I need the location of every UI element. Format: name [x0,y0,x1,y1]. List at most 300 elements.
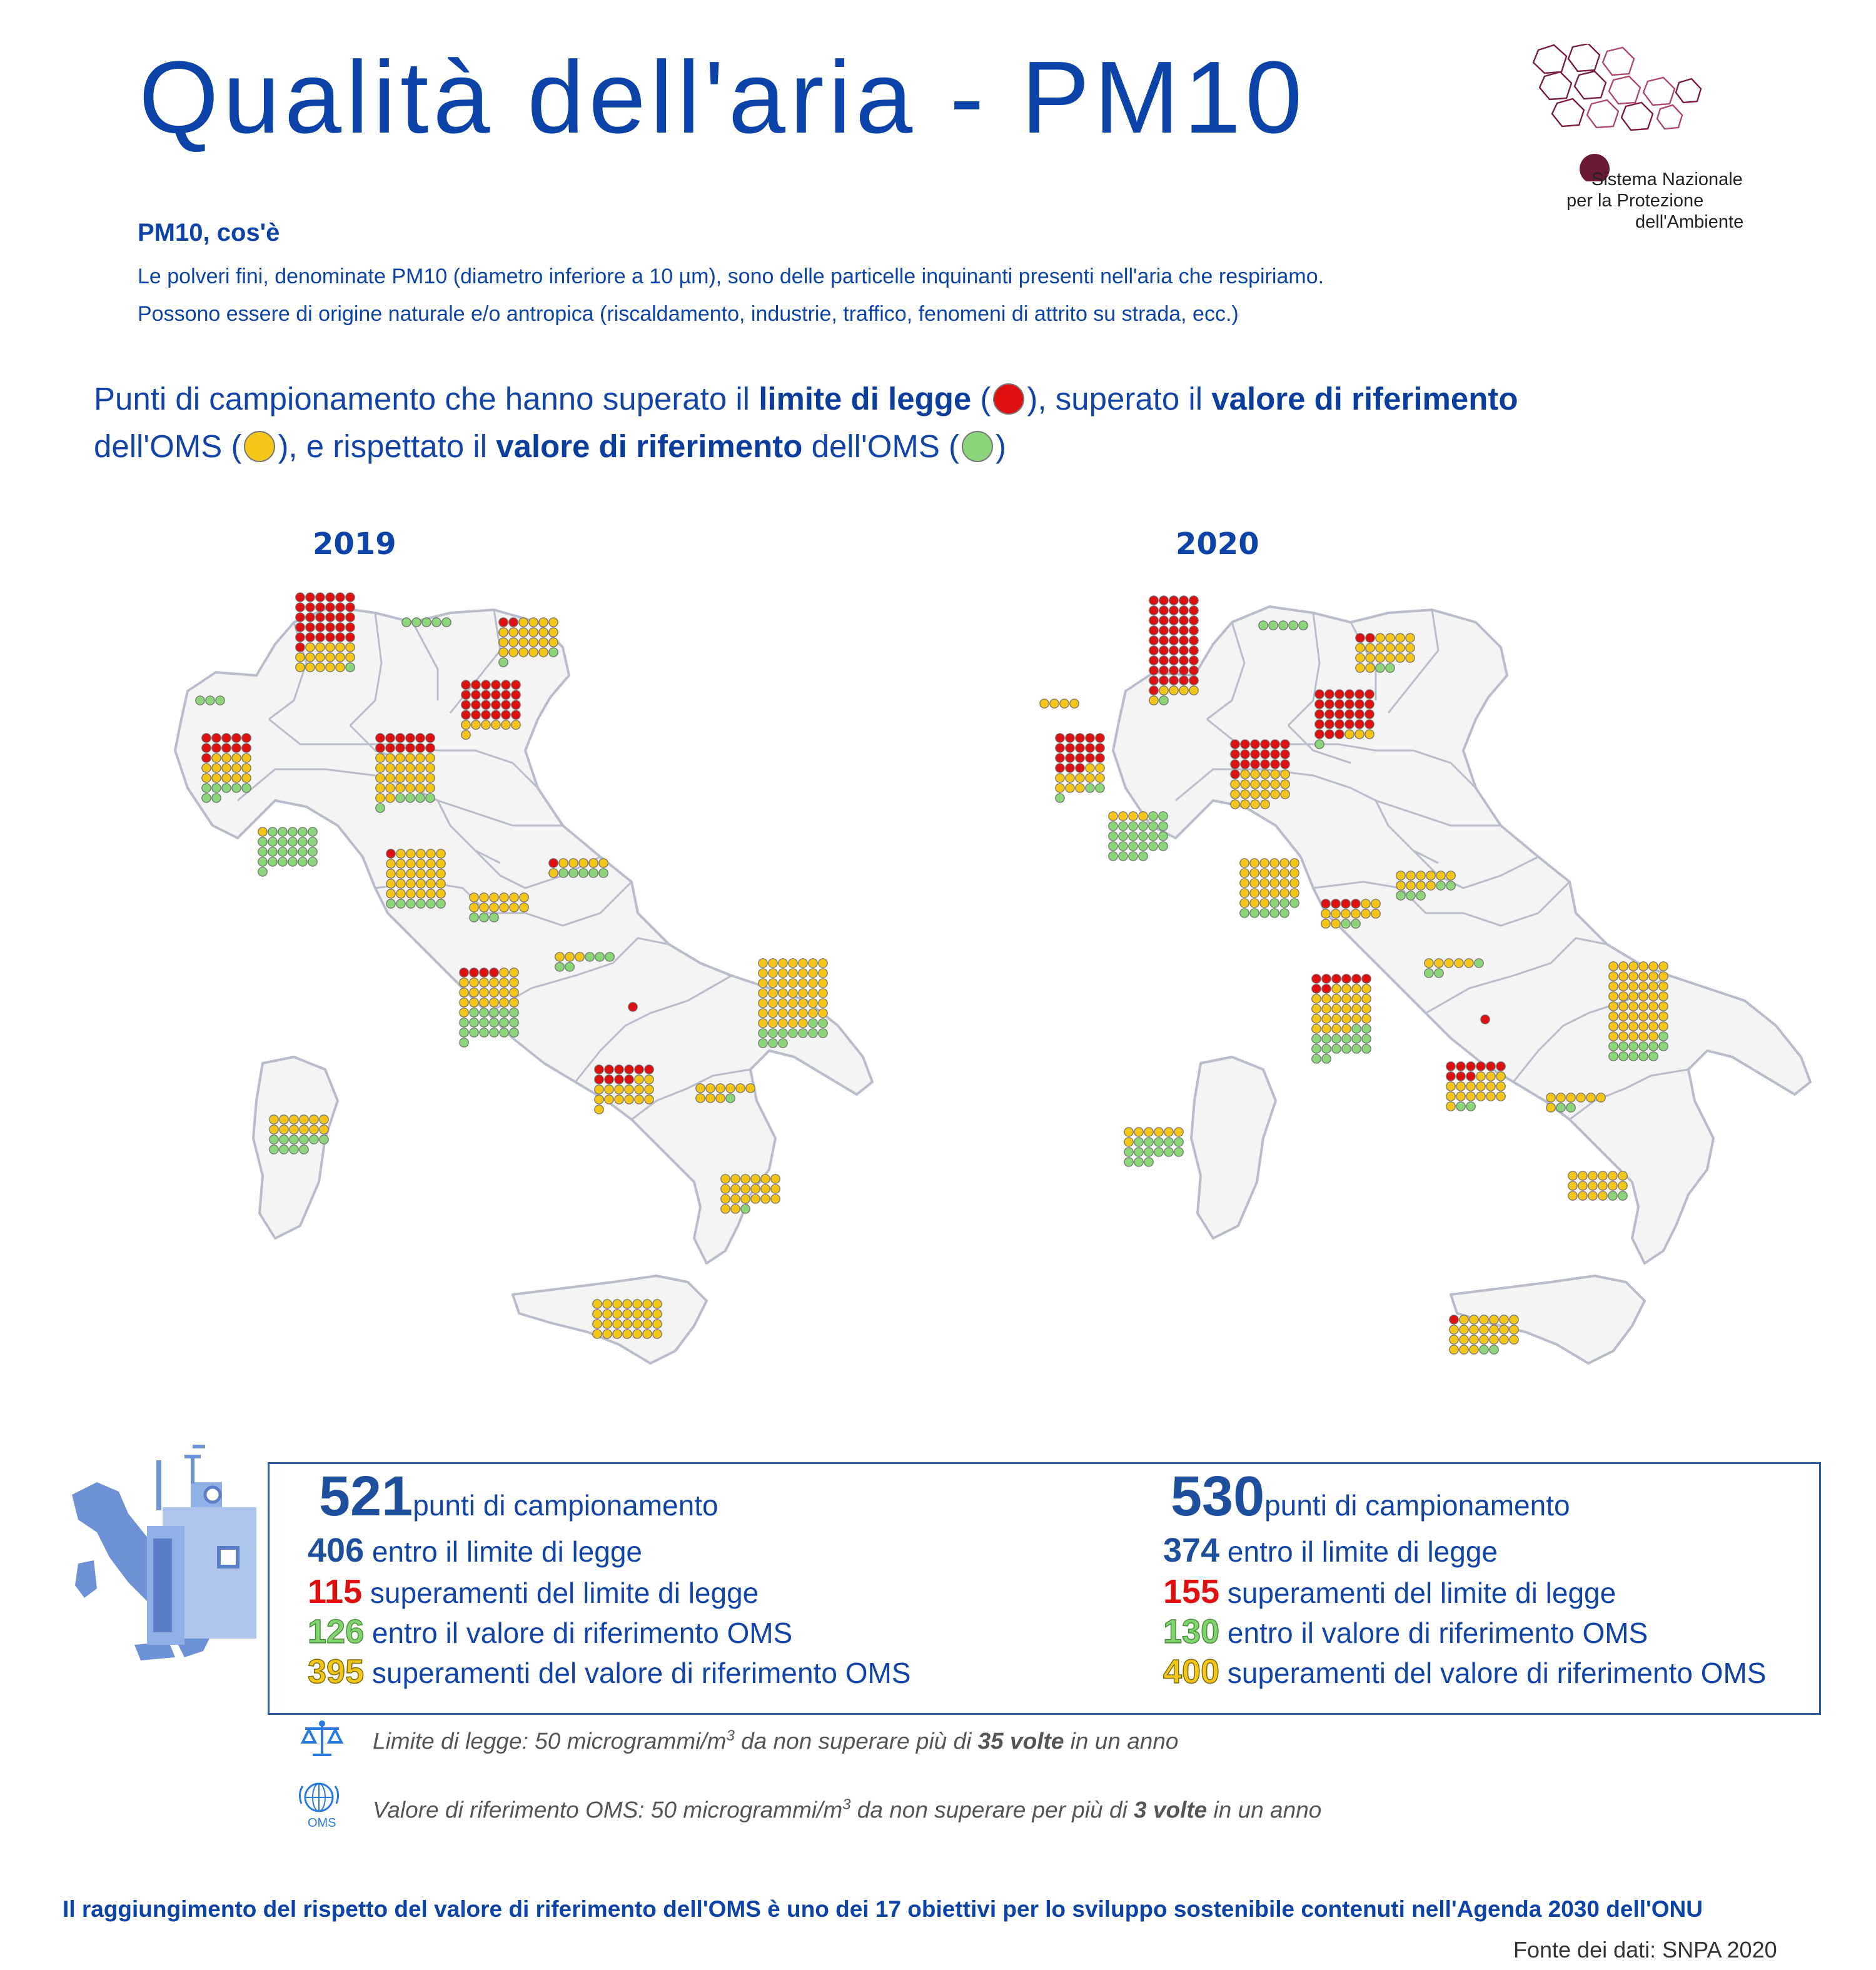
station-dot-yellow [1332,1014,1341,1023]
station-dot-yellow [406,754,415,762]
station-dot-green [589,869,598,877]
station-dot-green [1269,621,1278,630]
stat-over-who-2019-label: superamenti del valore di riferimento OMS [371,1657,911,1689]
station-dot-green [1649,1052,1658,1061]
station-dot-green [288,857,297,866]
station-dot-yellow [819,979,827,988]
station-dot-yellow [1366,654,1374,662]
stat-over-law-2020-label: superamenti del limite di legge [1227,1577,1616,1609]
station-dot-yellow [809,959,817,967]
station-dot-red [1241,750,1249,759]
stat-within-who-2019-value: 126 [308,1613,365,1650]
station-dot-yellow [751,1174,760,1183]
stat-over-who-2020-label: superamenti del valore di riferimento OMS [1227,1657,1767,1689]
station-dot-yellow [460,998,468,1007]
station-dot-yellow [280,1115,288,1124]
station-dot-red [242,744,251,752]
station-dot-green [1250,909,1259,917]
station-dot-red [512,690,520,699]
station-dot-red [222,734,231,742]
station-dot-red [1331,899,1340,908]
station-dot-yellow [799,999,807,1008]
station-dot-green [1342,1034,1351,1043]
station-dot-red [1241,740,1249,749]
station-dot-green [1124,1158,1133,1166]
station-dot-yellow [1629,1002,1638,1011]
station-dot-yellow [346,643,355,652]
station-dot-red [1486,1062,1495,1071]
law-note-sup: 3 [726,1727,735,1744]
station-dot-yellow [1322,994,1331,1003]
station-dot-yellow [416,879,425,888]
station-dot-red [396,734,405,742]
station-dot-yellow [1281,790,1289,799]
station-dot-red [376,744,385,752]
station-dot-green [308,847,317,856]
station-dot-yellow [1480,1335,1488,1344]
station-dot-yellow [1342,994,1351,1003]
station-dot-yellow [376,794,385,802]
station-dot-yellow [603,1300,612,1308]
station-dot-yellow [509,638,518,647]
station-dot-red [461,680,470,689]
station-dot-yellow [510,998,518,1007]
station-dot-green [510,1018,518,1027]
station-dot-green [1639,1042,1648,1051]
station-dot-yellow [1270,859,1279,867]
station-dot-green [1259,621,1268,630]
station-dot-yellow [605,1095,613,1104]
station-dot-red [1096,734,1104,742]
station-dot-red [1321,899,1330,908]
station-dot-red [470,968,478,977]
station-dot-yellow [799,979,807,988]
station-dot-yellow [1322,1024,1331,1033]
station-dot-yellow [1445,959,1453,967]
station-dot-green [268,827,277,836]
station-dot-red [1179,596,1188,605]
station-dot-green [1109,842,1117,851]
station-dot-red [1355,700,1364,709]
station-dot-red [212,744,221,752]
station-dot-red [1476,1062,1485,1071]
region-dots-trentino-alto-adige [402,618,451,627]
station-dot-green [1159,842,1167,851]
station-dot-yellow [1659,1022,1668,1031]
station-dot-yellow [306,653,315,662]
station-dot-yellow [1376,654,1384,662]
station-dot-yellow [1546,1093,1555,1102]
station-dot-yellow [1290,889,1299,897]
station-dot-yellow [1629,1012,1638,1021]
stat-over-who-2020 [1163,1652,1766,1691]
stat-within-law-2019-label: entro il limite di legge [371,1535,642,1568]
station-dot-green [386,899,395,908]
station-dot-red [1149,676,1158,685]
logo-line-1: Sistema Nazionale [1591,169,1743,189]
station-dot-yellow [1240,899,1249,907]
station-dot-yellow [1124,1138,1133,1146]
region-dots-valle-d-aosta [196,696,224,705]
station-dot-yellow [1076,774,1084,782]
station-dot-green [1164,1148,1173,1156]
station-dot-red [1271,740,1279,749]
station-dot-yellow [1486,1082,1495,1091]
station-dot-red [1159,646,1168,655]
station-dot-red [222,744,231,752]
station-dot-yellow [1260,869,1269,877]
station-dot-yellow [595,1095,603,1104]
station-dot-yellow [706,1084,715,1093]
station-dot-red [1149,596,1158,605]
station-dot-yellow [416,889,425,898]
station-dot-red [472,700,480,709]
station-dot-yellow [1251,780,1259,789]
station-dot-green [1446,881,1455,890]
station-dot-yellow [1618,1171,1627,1180]
station-dot-yellow [290,1115,298,1124]
station-dot-yellow [1609,992,1618,1001]
station-dot-yellow [480,998,488,1007]
station-dot-green [769,1039,777,1048]
station-dot-red [426,744,435,752]
station-dot-red [306,603,315,612]
station-dot-red [1312,974,1321,983]
station-dot-yellow [310,1115,318,1124]
station-dot-yellow [1261,800,1269,809]
station-dot-yellow [1588,1171,1597,1180]
station-dot-red [502,700,510,709]
total-2019-value: 521 [319,1465,413,1528]
station-dot-yellow [1619,1012,1628,1021]
station-dot-yellow [1321,909,1330,918]
station-dot-yellow [696,1094,705,1103]
station-dot-yellow [1331,919,1340,928]
station-dot-yellow [1500,1315,1508,1324]
stat-over-law-2019-value: 115 [308,1573,363,1610]
station-dot-yellow [1342,1014,1351,1023]
who-limit-note [373,1796,1321,1823]
station-dot-green [270,1135,278,1144]
station-dot-yellow [643,1310,652,1318]
station-dot-red [1066,764,1074,772]
stat-within-who-2019 [308,1612,792,1651]
station-dot-red [1315,690,1324,699]
station-dot-red [1159,666,1168,675]
station-dot-yellow [769,999,777,1008]
station-dot-yellow [1240,869,1249,877]
station-dot-green [1649,1042,1658,1051]
station-dot-yellow [1659,982,1668,991]
station-dot-green [288,827,297,836]
station-dot-green [789,1029,797,1038]
station-dot-yellow [645,1085,653,1094]
station-dot-yellow [202,764,211,772]
station-dot-yellow [593,1310,602,1318]
station-dot-yellow [789,1009,797,1018]
station-dot-yellow [1609,1032,1618,1041]
station-dot-yellow [1490,1325,1498,1334]
station-dot-yellow [500,998,508,1007]
station-dot-yellow [1241,770,1249,779]
station-dot-red [316,613,325,622]
station-dot-red [396,744,405,752]
station-dot-red [1315,720,1324,729]
legend-who-label: valore di riferimento [496,428,803,464]
station-dot-yellow [1281,780,1289,789]
station-dot-red [406,744,415,752]
station-dot-red [386,849,395,858]
station-dot-green [510,1008,518,1017]
station-dot-yellow [1629,962,1638,971]
station-dot-yellow [300,1115,308,1124]
station-dot-yellow [1608,1181,1617,1190]
station-dot-red [1351,899,1360,908]
station-dot-red [492,700,500,709]
station-dot-green [819,1029,827,1038]
station-dot-yellow [386,754,395,762]
station-dot-yellow [1460,1315,1468,1324]
station-dot-green [569,869,578,877]
station-dot-yellow [1425,959,1433,967]
station-dot-green [1342,1044,1351,1053]
station-dot-red [326,633,335,642]
station-dot-yellow [819,969,827,977]
station-dot-yellow [1124,1128,1133,1136]
station-dot-yellow [1271,780,1279,789]
station-dot-red [1149,666,1158,675]
station-dot-yellow [1351,909,1360,918]
station-dot-red [595,1065,603,1074]
station-dot-green [1139,832,1147,841]
station-dot-green [1144,1148,1153,1156]
station-dot-green [579,869,588,877]
station-dot-yellow [1566,1093,1575,1102]
station-dot-red [386,744,395,752]
station-dot-yellow [406,764,415,772]
station-dot-yellow [1470,1335,1478,1344]
station-dot-green [1312,1054,1321,1063]
station-dot-green [555,962,564,971]
station-dot-green [809,1019,817,1028]
station-dot-yellow [1406,654,1415,662]
station-dot-yellow [575,952,584,961]
station-dot-green [1425,969,1433,977]
station-dot-yellow [1568,1191,1577,1200]
station-dot-red [1325,690,1334,699]
station-dot-yellow [1649,1012,1658,1021]
station-dot-yellow [549,638,558,647]
station-dot-yellow [1250,869,1259,877]
region-dots-lombardia [1149,596,1198,705]
station-dot-yellow [1366,644,1374,652]
station-dot-yellow [559,859,568,867]
station-dot-yellow [623,1310,632,1318]
station-dot-yellow [406,774,415,782]
snpa-logo-icon [1520,44,1707,181]
station-dot-red [472,710,480,719]
station-dot-red [1322,984,1331,993]
station-dot-red [1446,1062,1455,1071]
station-dot-red [1179,656,1188,665]
station-dot-green [741,1205,750,1213]
station-dot-yellow [1280,889,1289,897]
logo-line-2: per la Protezione [1566,191,1704,211]
station-dot-green [595,952,604,961]
station-dot-yellow [461,720,470,729]
station-dot-yellow [1134,1128,1143,1136]
station-dot-yellow [633,1310,642,1318]
station-dot-green [1315,740,1324,749]
station-dot-yellow [1609,1002,1618,1011]
station-dot-yellow [721,1174,730,1183]
station-dot-green [549,648,558,657]
station-dot-yellow [242,774,251,782]
station-dot-yellow [593,1330,602,1338]
station-dot-green [726,1094,735,1103]
station-dot-yellow [232,754,241,762]
legend-line-2 [94,428,1006,465]
station-dot-red [1335,690,1344,699]
station-dot-yellow [1470,1345,1478,1354]
station-dot-yellow [789,989,797,998]
station-dot-yellow [1341,909,1350,918]
station-dot-green [1629,1042,1638,1051]
legend-green-dot [962,431,993,462]
station-dot-green [1119,842,1127,851]
station-dot-yellow [1352,1014,1361,1023]
stat-within-law-2019-value: 406 [308,1532,365,1569]
station-dot-green [585,952,594,961]
station-dot-yellow [1056,784,1064,792]
station-dot-red [1325,710,1334,719]
station-dot-green [1435,969,1443,977]
footer-sdg-note: Il raggiungimento del rispetto del valore di riferimento dell'OMS è uno dei 17 obiettivi per lo sviluppo sostenibile contenuti nell'Agenda 2030 dell'ONU [63,1896,1703,1922]
station-dot-yellow [1619,1032,1628,1041]
station-dot-green [1280,899,1289,907]
station-dot-yellow [635,1095,643,1104]
station-dot-yellow [1576,1093,1585,1102]
station-dot-red [1231,740,1239,749]
station-dot-yellow [819,959,827,967]
station-dot-green [1109,832,1117,841]
station-dot-red [1159,676,1168,685]
station-dot-green [298,837,307,846]
station-dot-yellow [1446,1082,1455,1091]
station-dot-green [500,1028,508,1037]
station-dot-yellow [232,764,241,772]
station-dot-yellow [386,889,395,898]
station-dot-yellow [1280,869,1289,877]
station-dot-yellow [696,1084,705,1093]
station-dot-red [1261,760,1269,769]
station-dot-green [280,1145,288,1154]
station-dot-yellow [779,999,787,1008]
station-dot-yellow [1251,770,1259,779]
station-dot-yellow [1312,994,1321,1003]
station-dot-yellow [736,1084,745,1093]
station-dot-yellow [1578,1181,1587,1190]
station-dot-yellow [316,663,325,672]
station-dot-green [1134,1158,1143,1166]
station-dot-red [232,734,241,742]
station-dot-green [1618,1191,1627,1200]
station-dot-red [1251,760,1259,769]
station-dot-red [461,690,470,699]
station-dot-yellow [1598,1171,1607,1180]
station-dot-yellow [480,988,488,997]
station-dot-green [1279,621,1288,630]
station-dot-yellow [1450,1335,1458,1344]
station-dot-red [460,968,468,977]
station-dot-yellow [1460,1345,1468,1354]
law-note-text: da non superare più di [734,1728,978,1754]
station-dot-green [422,618,431,627]
station-dot-yellow [653,1320,662,1328]
station-dot-green [376,804,385,812]
region-dots-molise [1481,1015,1490,1024]
station-dot-yellow [386,859,395,868]
data-source: Fonte dei dati: SNPA 2020 [1513,1937,1777,1962]
station-dot-green [1456,1102,1465,1111]
station-dot-green [320,1135,328,1144]
station-dot-red [512,700,520,709]
station-dot-red [296,613,305,622]
station-dot-green [480,1028,488,1037]
station-dot-red [1342,974,1351,983]
station-dot-red [232,744,241,752]
station-dot-yellow [1174,1128,1183,1136]
region-dots-piemonte [1056,734,1104,802]
station-dot-yellow [426,849,435,858]
station-dot-yellow [1609,962,1618,971]
station-dot-yellow [1356,664,1364,672]
legend-text: ( [971,381,991,417]
station-dot-green [1129,822,1137,831]
station-dot-yellow [635,1085,643,1094]
station-dot-yellow [643,1300,652,1308]
station-dot-yellow [1406,881,1415,890]
station-dot-green [1144,1158,1153,1166]
station-dot-green [212,784,221,792]
station-dot-yellow [212,754,221,762]
station-dot-green [222,784,231,792]
station-dot-green [1332,1044,1341,1053]
station-dot-green [432,618,441,627]
station-dot-green [500,1018,508,1027]
station-dot-yellow [336,663,345,672]
station-dot-yellow [1312,1014,1321,1023]
total-2020 [1171,1465,1570,1529]
station-dot-yellow [1639,992,1648,1001]
station-dot-yellow [1639,1002,1648,1011]
law-note-text: in un anno [1064,1728,1179,1754]
station-dot-yellow [1396,871,1405,880]
station-dot-yellow [1486,1072,1495,1081]
station-dot-yellow [1578,1171,1587,1180]
station-dot-red [1356,634,1364,642]
station-dot-yellow [296,663,305,672]
station-dot-yellow [470,903,478,912]
station-dot-yellow [1450,1345,1458,1354]
station-dot-yellow [1426,881,1435,890]
station-dot-red [416,734,425,742]
station-dot-red [1261,740,1269,749]
year-label-2020: 2020 [1176,527,1259,562]
station-dot-green [412,618,421,627]
stat-within-law-2020-label: entro il limite di legge [1227,1535,1498,1568]
station-dot-red [1345,690,1354,699]
